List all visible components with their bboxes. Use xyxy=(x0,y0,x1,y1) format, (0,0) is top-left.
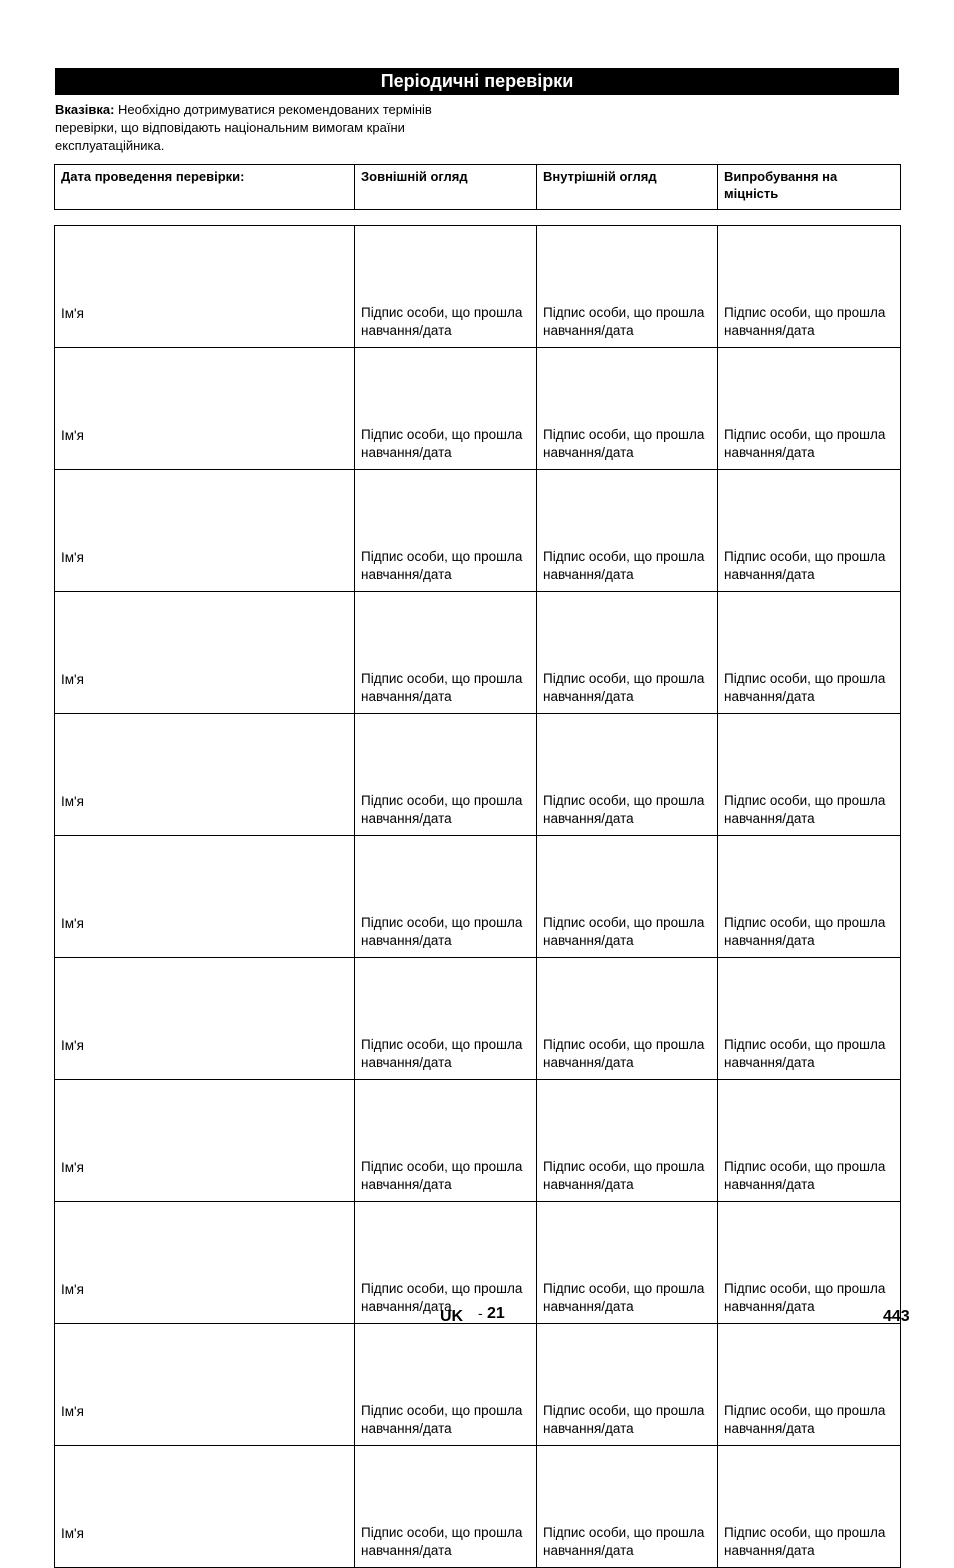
name-field: Ім'я xyxy=(55,958,355,1080)
name-field: Ім'я xyxy=(55,836,355,958)
strength-test-signature: Підпис особи, що прошла навчання/дата xyxy=(718,1080,901,1202)
inspection-header-table xyxy=(54,164,901,210)
external-inspection-signature: Підпис особи, що прошла навчання/дата xyxy=(355,1446,537,1568)
external-inspection-signature: Підпис особи, що прошла навчання/дата xyxy=(355,958,537,1080)
note-text xyxy=(55,101,475,155)
table-row xyxy=(55,836,901,958)
name-field: Ім'я xyxy=(55,1202,355,1324)
table-row xyxy=(55,958,901,1080)
name-field: Ім'я xyxy=(55,348,355,470)
external-inspection-signature: Підпис особи, що прошла навчання/дата xyxy=(355,348,537,470)
name-field: Ім'я xyxy=(55,470,355,592)
table-row xyxy=(55,1080,901,1202)
table-row xyxy=(55,1324,901,1446)
internal-inspection-signature: Підпис особи, що прошла навчання/дата xyxy=(537,1080,718,1202)
internal-inspection-signature: Підпис особи, що прошла навчання/дата xyxy=(537,958,718,1080)
footer-dash: - xyxy=(478,1305,483,1321)
internal-inspection-signature: Підпис особи, що прошла навчання/дата xyxy=(537,1202,718,1324)
header-date: Дата проведення перевірки: xyxy=(55,165,355,210)
footer-language: UK xyxy=(440,1308,464,1325)
external-inspection-signature: Підпис особи, що прошла навчання/дата xyxy=(355,470,537,592)
name-field: Ім'я xyxy=(55,714,355,836)
table-row xyxy=(55,592,901,714)
internal-inspection-signature: Підпис особи, що прошла навчання/дата xyxy=(537,1324,718,1446)
external-inspection-signature: Підпис особи, що прошла навчання/дата xyxy=(355,1324,537,1446)
header-row xyxy=(55,165,901,210)
strength-test-signature: Підпис особи, що прошла навчання/дата xyxy=(718,1202,901,1324)
internal-inspection-signature: Підпис особи, що прошла навчання/дата xyxy=(537,1446,718,1568)
name-field: Ім'я xyxy=(55,592,355,714)
footer-total-page: 443 xyxy=(883,1308,910,1325)
table-row xyxy=(55,226,901,348)
external-inspection-signature: Підпис особи, що прошла навчання/дата xyxy=(355,226,537,348)
strength-test-signature: Підпис особи, що прошла навчання/дата xyxy=(718,226,901,348)
name-field: Ім'я xyxy=(55,1080,355,1202)
internal-inspection-signature: Підпис особи, що прошла навчання/дата xyxy=(537,592,718,714)
internal-inspection-signature: Підпис особи, що прошла навчання/дата xyxy=(537,226,718,348)
internal-inspection-signature: Підпис особи, що прошла навчання/дата xyxy=(537,470,718,592)
strength-test-signature: Підпис особи, що прошла навчання/дата xyxy=(718,1324,901,1446)
strength-test-signature: Підпис особи, що прошла навчання/дата xyxy=(718,958,901,1080)
strength-test-signature: Підпис особи, що прошла навчання/дата xyxy=(718,592,901,714)
internal-inspection-signature: Підпис особи, що прошла навчання/дата xyxy=(537,348,718,470)
strength-test-signature: Підпис особи, що прошла навчання/дата xyxy=(718,714,901,836)
name-field: Ім'я xyxy=(55,1324,355,1446)
name-field: Ім'я xyxy=(55,1446,355,1568)
strength-test-signature: Підпис особи, що прошла навчання/дата xyxy=(718,836,901,958)
note-label: Вказівка: xyxy=(55,102,115,117)
external-inspection-signature: Підпис особи, що прошла навчання/дата xyxy=(355,836,537,958)
strength-test-signature: Підпис особи, що прошла навчання/дата xyxy=(718,348,901,470)
external-inspection-signature: Підпис особи, що прошла навчання/дата xyxy=(355,1080,537,1202)
external-inspection-signature: Підпис особи, що прошла навчання/дата xyxy=(355,714,537,836)
internal-inspection-signature: Підпис особи, що прошла навчання/дата xyxy=(537,714,718,836)
strength-test-signature: Підпис особи, що прошла навчання/дата xyxy=(718,1446,901,1568)
table-row xyxy=(55,1446,901,1568)
table-row xyxy=(55,348,901,470)
page-title: Періодичні перевірки xyxy=(55,68,899,95)
internal-inspection-signature: Підпис особи, що прошла навчання/дата xyxy=(537,836,718,958)
external-inspection-signature: Підпис особи, що прошла навчання/дата xyxy=(355,1202,537,1324)
name-field: Ім'я xyxy=(55,226,355,348)
table-row xyxy=(55,714,901,836)
note-body: Необхідно дотримуватися рекомендованих термінів перевірки, що відповідають національним вимогам країни експлуатаційника. xyxy=(55,102,432,153)
footer-page-number: 21 xyxy=(487,1305,505,1322)
header-internal-inspection: Внутрішній огляд xyxy=(537,165,718,210)
external-inspection-signature: Підпис особи, що прошла навчання/дата xyxy=(355,592,537,714)
header-external-inspection: Зовнішній огляд xyxy=(355,165,537,210)
table-row xyxy=(55,470,901,592)
inspection-log-table xyxy=(54,225,901,1568)
header-strength-test: Випробування на міцність xyxy=(718,165,901,210)
strength-test-signature: Підпис особи, що прошла навчання/дата xyxy=(718,470,901,592)
